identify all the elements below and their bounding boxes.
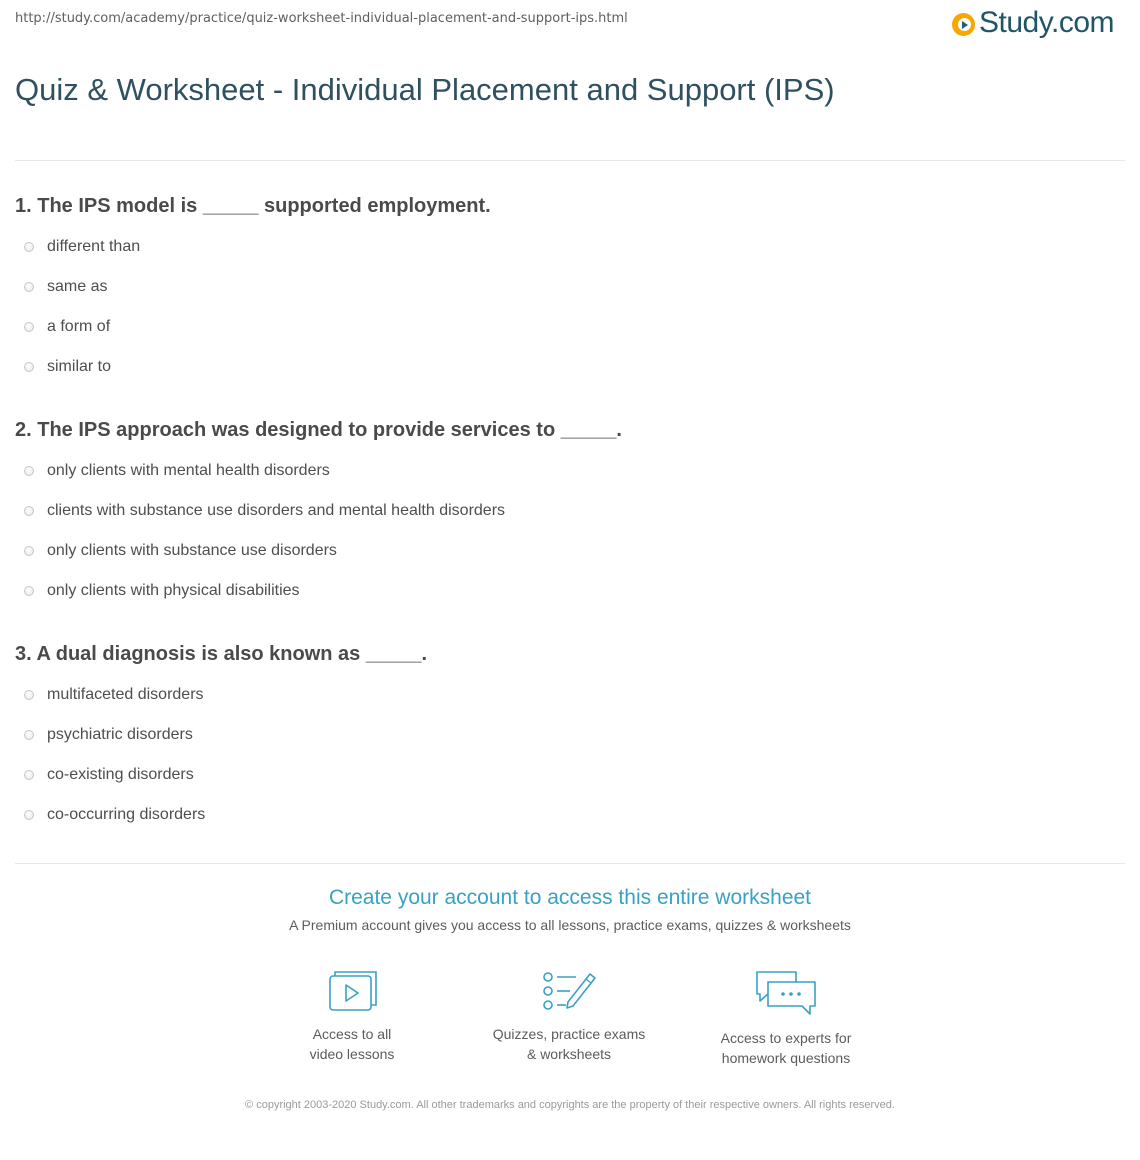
choice-3-a[interactable] — [24, 686, 204, 704]
chat-bubbles-icon — [754, 968, 818, 1018]
feature-label-line1: Access to experts for — [720, 1030, 852, 1046]
radio-button[interactable] — [24, 362, 34, 372]
radio-button[interactable] — [24, 546, 34, 556]
page-title: Quiz & Worksheet - Individual Placement and Support (IPS) — [15, 72, 835, 107]
choice-label: clients with substance use disorders and mental health disorders — [47, 502, 506, 519]
radio-button[interactable] — [24, 810, 34, 820]
premium-description: A Premium account gives you access to all lessons, practice exams, quizzes & worksheets — [289, 917, 851, 933]
choice-2-d[interactable] — [24, 582, 300, 600]
choice-3-c[interactable] — [24, 766, 194, 784]
choice-label: a form of — [47, 318, 111, 335]
copyright-notice: © copyright 2003-2020 Study.com. All other trademarks and copyrights are the property of their respective owners. All rights reserved. — [245, 1099, 895, 1111]
radio-button[interactable] — [24, 242, 34, 252]
radio-button[interactable] — [24, 322, 34, 332]
divider — [15, 160, 1125, 161]
choice-label: similar to — [47, 358, 112, 375]
choice-1-a[interactable] — [24, 238, 140, 256]
choice-label: only clients with mental health disorders — [47, 462, 330, 479]
feature-label-line2: homework questions — [721, 1050, 851, 1066]
radio-button[interactable] — [24, 730, 34, 740]
question-2: 2. The IPS approach was designed to provide services to _____. — [15, 419, 622, 441]
choice-label: only clients with substance use disorders — [47, 542, 337, 559]
choice-1-b[interactable] — [24, 278, 107, 296]
choice-1-c[interactable] — [24, 318, 110, 336]
feature-quizzes — [479, 968, 659, 1064]
radio-button[interactable] — [24, 690, 34, 700]
radio-button[interactable] — [24, 282, 34, 292]
feature-label-line1: Access to all — [312, 1026, 392, 1042]
feature-video-lessons — [262, 968, 442, 1064]
choice-label: co-occurring disorders — [47, 806, 206, 823]
feature-label-line1: Quizzes, practice exams — [492, 1026, 646, 1042]
choice-2-c[interactable] — [24, 542, 337, 560]
quiz-checklist-icon — [540, 968, 598, 1014]
question-3: 3. A dual diagnosis is also known as _____. — [15, 643, 428, 665]
choice-3-b[interactable] — [24, 726, 193, 744]
video-lessons-icon — [326, 968, 378, 1014]
choice-label: same as — [47, 278, 108, 295]
feature-experts — [696, 968, 876, 1068]
feature-label-line2: & worksheets — [526, 1046, 612, 1062]
create-account-link[interactable]: Create your account to access this entire worksheet — [328, 886, 812, 909]
choice-3-d[interactable] — [24, 806, 205, 824]
question-1: 1. The IPS model is _____ supported employment. — [15, 195, 491, 217]
radio-button[interactable] — [24, 586, 34, 596]
choice-1-d[interactable] — [24, 358, 111, 376]
radio-button[interactable] — [24, 770, 34, 780]
radio-button[interactable] — [24, 506, 34, 516]
radio-button[interactable] — [24, 466, 34, 476]
choice-label: psychiatric disorders — [47, 726, 193, 743]
feature-label-line2: video lessons — [309, 1046, 395, 1062]
choice-label: multifaceted disorders — [47, 686, 204, 703]
logo-text: Study.com — [979, 6, 1114, 39]
play-circle-icon — [952, 13, 975, 36]
choice-label: only clients with physical disabilities — [47, 582, 300, 599]
choice-2-a[interactable] — [24, 462, 330, 480]
study-logo[interactable] — [952, 6, 1114, 40]
page-url: http://study.com/academy/practice/quiz-worksheet-individual-placement-and-support-ips.html — [15, 11, 628, 26]
choice-label: co-existing disorders — [47, 766, 194, 783]
divider — [15, 863, 1125, 864]
choice-label: different than — [47, 238, 141, 255]
choice-2-b[interactable] — [24, 502, 505, 520]
